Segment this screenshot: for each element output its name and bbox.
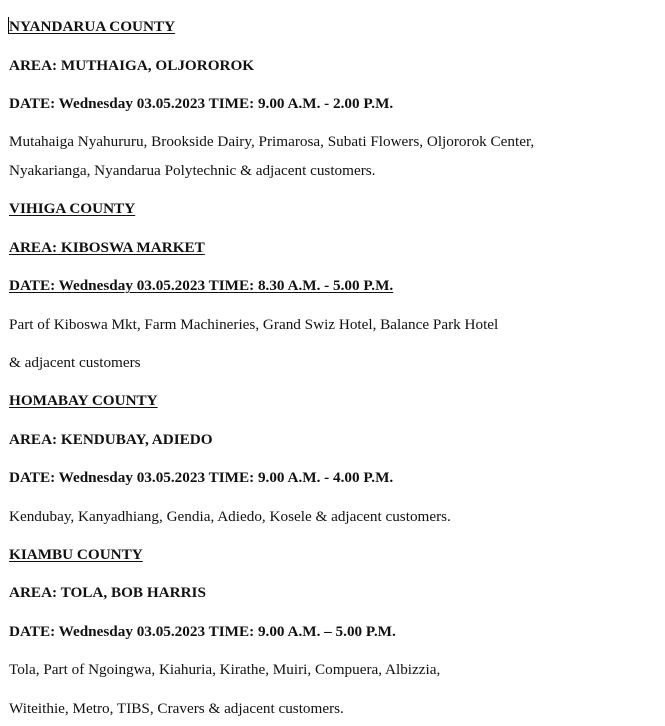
body-line-homabay-1: Kendubay, Kanyadhiang, Gendia, Adiedo, Kosele & adjacent customers. xyxy=(9,508,451,525)
area-line-nyandarua: AREA: MUTHAIGA, OLJOROROK xyxy=(9,57,255,74)
county-heading-homabay: HOMABAY COUNTY xyxy=(9,392,158,409)
date-line-nyandarua: DATE: Wednesday 03.05.2023 TIME: 9.00 A.M. - 2.00 P.M. xyxy=(9,95,394,112)
body-line-vihiga-2: & adjacent customers xyxy=(9,354,141,371)
body-line-nyandarua-1: Mutahaiga Nyahururu, Brookside Dairy, Primarosa, Subati Flowers, Oljororok Center, xyxy=(9,133,535,150)
body-line-nyandarua-2: Nyakarianga, Nyandarua Polytechnic & adjacent customers. xyxy=(9,162,376,179)
county-heading-vihiga: VIHIGA COUNTY xyxy=(9,200,136,217)
date-line-kiambu: DATE: Wednesday 03.05.2023 TIME: 9.00 A.M. – 5.00 P.M. xyxy=(9,623,396,640)
county-heading-nyandarua: NYANDARUA COUNTY xyxy=(9,18,176,35)
date-line-vihiga: DATE: Wednesday 03.05.2023 TIME: 8.30 A.M. - 5.00 P.M. xyxy=(9,277,394,294)
body-line-kiambu-1: Tola, Part of Ngoingwa, Kiahuria, Kirathe, Muiri, Compuera, Albizzia, xyxy=(9,661,441,678)
date-line-homabay: DATE: Wednesday 03.05.2023 TIME: 9.00 A.M. - 4.00 P.M. xyxy=(9,469,394,486)
area-line-homabay: AREA: KENDUBAY, ADIEDO xyxy=(9,431,213,448)
body-line-kiambu-2: Witeithie, Metro, TIBS, Cravers & adjacent customers. xyxy=(9,700,344,717)
county-heading-kiambu: KIAMBU COUNTY xyxy=(9,546,143,563)
area-line-vihiga: AREA: KIBOSWA MARKET xyxy=(9,239,205,256)
body-line-vihiga-1: Part of Kiboswa Mkt, Farm Machineries, Grand Swiz Hotel, Balance Park Hotel xyxy=(9,316,499,333)
area-line-kiambu: AREA: TOLA, BOB HARRIS xyxy=(9,584,206,601)
